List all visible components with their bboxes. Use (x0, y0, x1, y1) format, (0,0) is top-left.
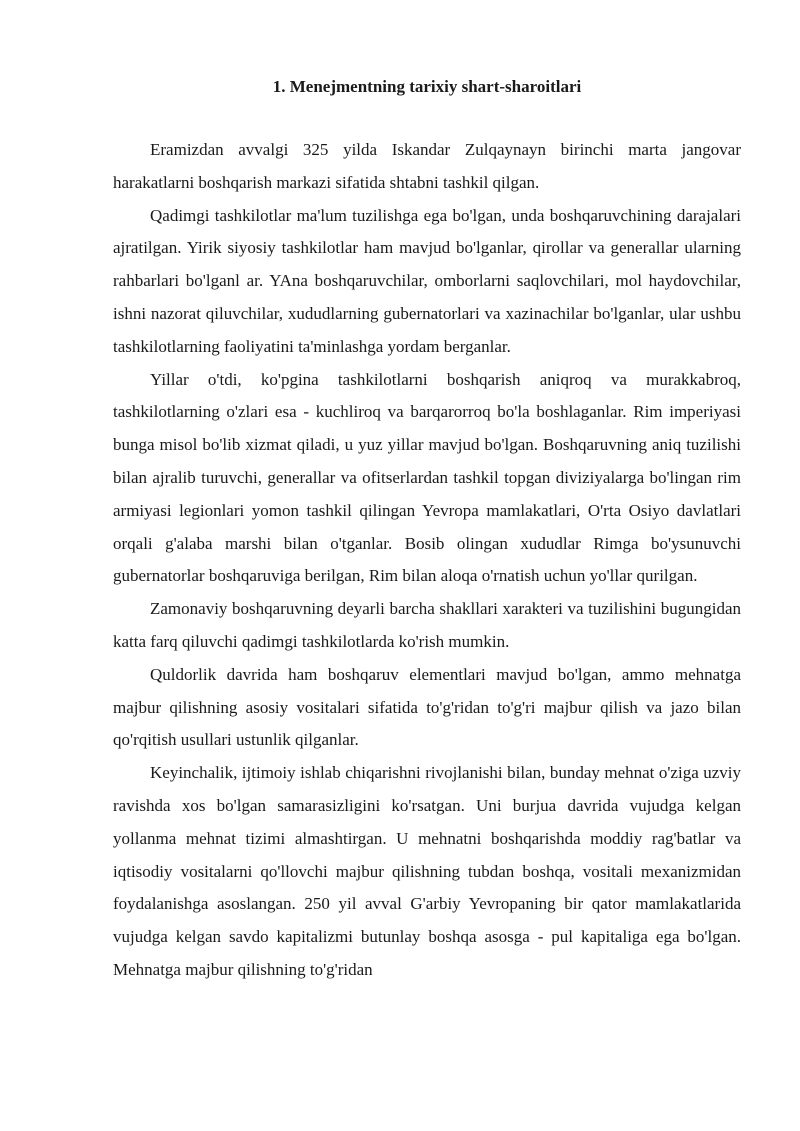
paragraph: Keyinchalik, ijtimoiy ishlab chiqarishni rivojlanishi bilan, bunday mehnat o'ziga uzviy ravishda xos bo'lgan samarasizligini ko'rsatgan. Uni burjua davrida vujudga kelgan yollanma mehnat tizimi almashtirgan. U mehnatni boshqarishda moddiy rag'batlar va iqtisodiy vositalarni qo'llovchi majbur qilishning tubdan boshqa, vositali mexanizmidan foydalanishga asoslangan. 250 yil avval G'arbiy Yevropaning bir qator mamlakatlarida vujudga kelgan savdo kapitalizmi butunlay boshqa asosga - pul kapitaliga ega bo'lgan. Mehnatga majbur qilishning to'g'ridan (113, 763, 741, 979)
paragraph: Eramizdan avvalgi 325 yilda Iskandar Zulqaynayn birinchi marta jangovar harakatlarni boshqarish markazi sifatida shtabni tashkil qilgan. (113, 140, 741, 192)
document-body (113, 134, 741, 987)
paragraph: Zamonaviy boshqaruvning deyarli barcha shakllari xarakteri va tuzilishini bugungidan katta farq qiluvchi qadimgi tashkilotlarda ko'rish mumkin. (113, 599, 741, 651)
paragraph: Quldorlik davrida ham boshqaruv elementlari mavjud bo'lgan, ammo mehnatga majbur qilishning asosiy vositalari sifatida to'g'ridan to'g'ri majbur qilish va jazo bilan qo'rqitish usullari ustunlik qilganlar. (113, 664, 741, 750)
paragraph: Yillar o'tdi, ko'pgina tashkilotlarni boshqarish aniqroq va murakkabroq, tashkilotlarning o'zlari esa - kuchliroq va barqarorroq bo'la boshlaganlar. Rim imperiyasi bunga misol bo'lib xizmat qiladi, u yuz yillar mavjud bo'lgan. Boshqaruvning aniq tuzilishi bilan ajralib turuvchi, generallar va ofitserlardan tashkil topgan diviziyalarga bo'lingan rim armiyasi legionlari yomon tashkil qilingan Yevropa mamlakatlari, O'rta Osiyo davlatlari orqali g'alaba marshi bilan o'tganlar. Bosib olingan xududlar Rimga bo'ysunuvchi gubernatorlar boshqaruviga berilgan, Rim bilan aloqa o'rnatish uchun yo'llar qurilgan. (113, 369, 741, 586)
document-title: 1. Menejmentning tarixiy shart-sharoitlari (272, 77, 582, 96)
paragraph: Qadimgi tashkilotlar ma'lum tuzilishga ega bo'lgan, unda boshqaruvchining darajalari ajratilgan. Yirik siyosiy tashkilotlar ham mavjud bo'lganlar, qirollar va generallar ularning rahbarlari bo'lganl ar. YAna boshqaruvchilar, omborlarni saqlovchilari, mol haydovchilar, ishni nazorat qiluvchilar, xududlarning gubernatorlari va xazinachilar bo'lganlar, ular ushbu tashkilotlarning faoliyatini ta'minlashga yordam berganlar. (113, 205, 741, 356)
